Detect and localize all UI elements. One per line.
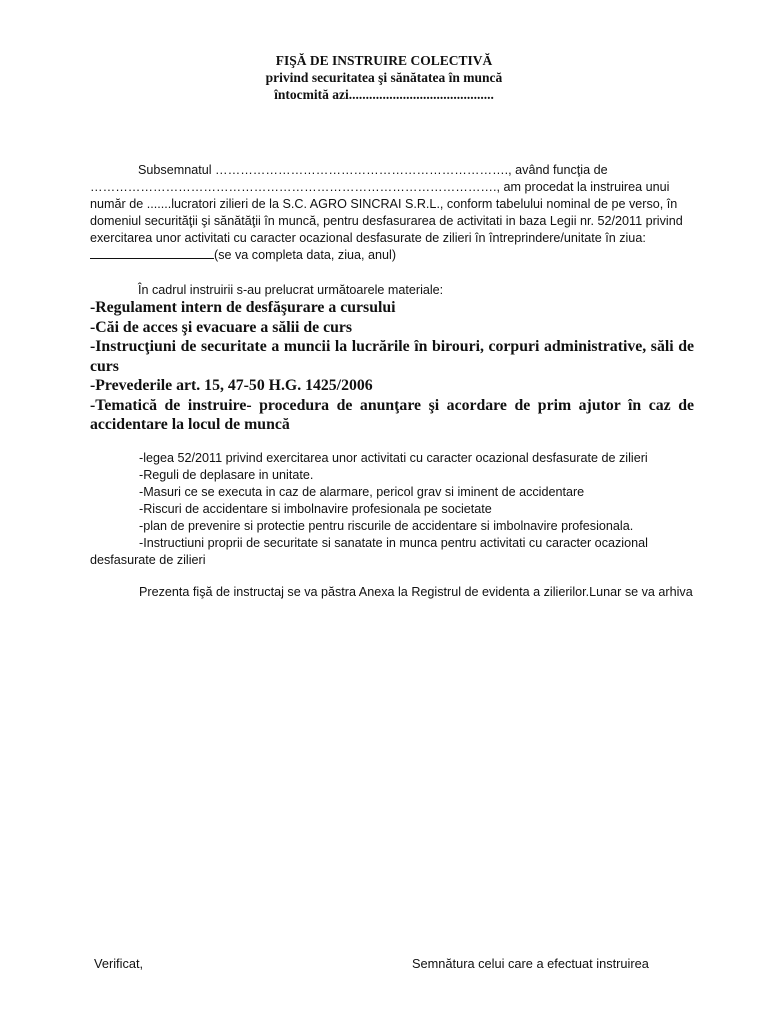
document-subtitle: privind securitatea şi sănătatea în muncă <box>265 70 503 85</box>
instructor-signature-label: Semnătura celui care a efectuat instruirea <box>412 956 649 971</box>
topic-item: -Tematică de instruire- procedura de anunţare şi acordare de prim ajutor în caz de accidentare la locul de muncă <box>90 396 694 433</box>
instruction-item: -plan de prevenire si protectie pentru riscurile de accidentare si imbolnavire profesionala. <box>139 519 634 533</box>
date-blank-field <box>90 247 214 259</box>
intro-paragraph <box>90 162 688 264</box>
instruction-item: -Riscuri de accidentare si imbolnavire profesionala pe societate <box>139 502 492 516</box>
intro-date-note: (se va completa data, ziua, anul) <box>214 248 397 262</box>
instruction-item: -Masuri ce se executa in caz de alarmare, pericol grav si iminent de accidentare <box>139 485 585 499</box>
document-date-line: întocmită azi........................................... <box>274 87 494 102</box>
instruction-item: -legea 52/2011 privind exercitarea unor activitati cu caracter ocazional desfasurate de zilieri <box>139 451 648 465</box>
topic-item: -Instrucţiuni de securitate a muncii la lucrările în birouri, corpuri administrative, săli de curs <box>90 338 694 375</box>
topic-item: -Regulament intern de desfăşurare a cursului <box>90 299 396 316</box>
instruction-item: -Reguli de deplasare in unitate. <box>139 468 314 482</box>
document-title: FIŞĂ DE INSTRUIRE COLECTIVĂ <box>275 53 493 68</box>
instruction-items-list <box>90 450 694 569</box>
materials-label: În cadrul instruirii s-au prelucrat următoarele materiale: <box>138 283 444 297</box>
intro-text: Subsemnatul ……………………………………………………………., având funcţia de ……………………………………………………………………………………., am procedat la instruirea unui număr de .......lucratori zilieri de la S.C. AGRO SINCRAI S.R.L., conform tabelului nominal de pe verso, în domeniul securităţii şi sănătăţii în muncă, pentru desfasurarea de activitati in baza Legii nr. 52/2011 privind exercitarea unor activitati cu caracter ocazional desfasurate de zilieri în întreprindere/unitate în ziua: <box>90 163 683 245</box>
topics-list <box>90 298 694 435</box>
closing-note: Prezenta fişă de instructaj se va păstra Anexa la Registrul de evidenta a zilierilor.Lunar se va arhiva <box>139 585 693 599</box>
verified-label: Verificat, <box>94 956 144 971</box>
instruction-item: -Instructiuni proprii de securitate si sanatate in munca pentru activitati cu caracter ocazional desfasurate de zilieri <box>90 536 648 567</box>
topic-item: -Căi de acces şi evacuare a sălii de curs <box>90 318 353 336</box>
topic-item: -Prevederile art. 15, 47-50 H.G. 1425/2006 <box>90 377 373 394</box>
